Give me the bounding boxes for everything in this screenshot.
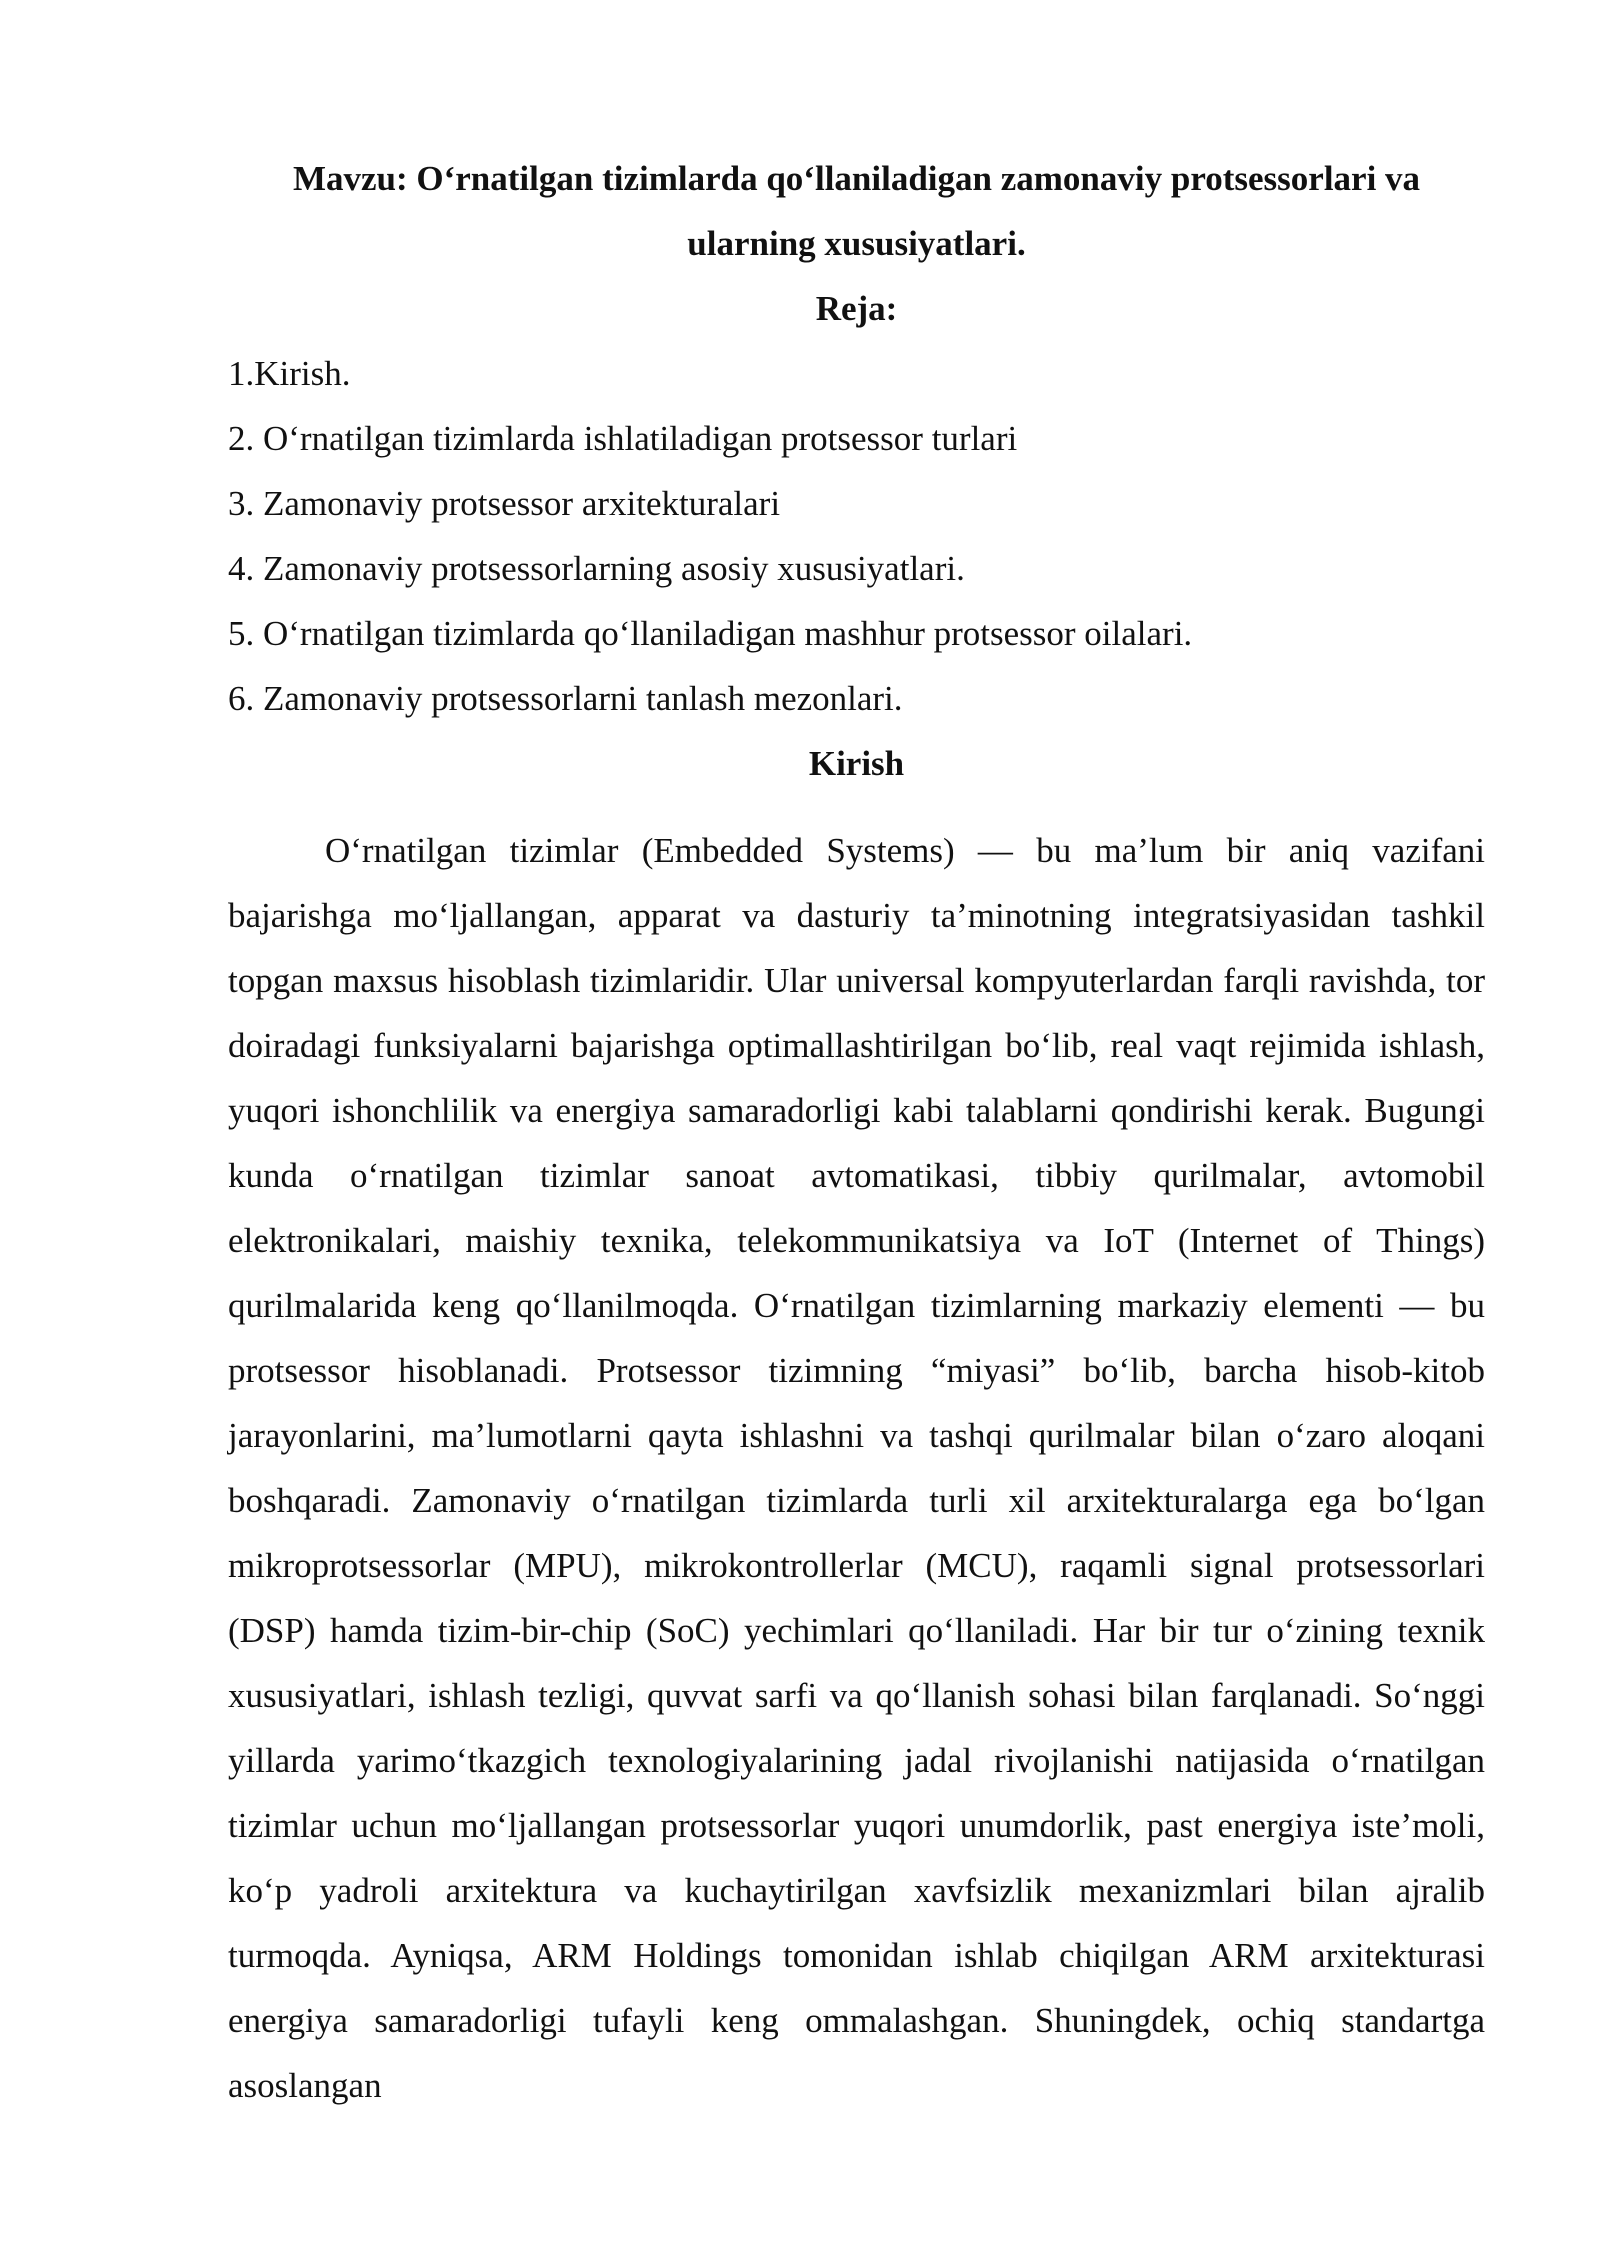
title-line-1: Mavzu: O‘rnatilgan tizimlarda qo‘llaniladigan zamonaviy protsessorlari va: [292, 159, 1421, 198]
plan-item-4: 4. Zamonaviy protsessorlarning asosiy xususiyatlari.: [228, 549, 965, 588]
title-line-2: ularning xususiyatlari.: [687, 224, 1026, 263]
plan-item-1: 1.Kirish.: [228, 354, 351, 393]
plan-item-6: 6. Zamonaviy protsessorlarni tanlash mezonlari.: [228, 679, 903, 718]
document-title: [228, 146, 1485, 276]
section-heading-kirish: Kirish: [808, 744, 905, 783]
plan-item-5: 5. O‘rnatilgan tizimlarda qo‘llaniladigan mashhur protsessor oilalari.: [228, 614, 1193, 653]
plan-list: [228, 341, 1485, 731]
plan-item-3: 3. Zamonaviy protsessor arxitekturalari: [228, 484, 781, 523]
document-page: [228, 146, 1485, 2118]
plan-heading: Reja:: [815, 289, 898, 328]
intro-paragraph: O‘rnatilgan tizimlar (Embedded Systems) — bu ma’lum bir aniq vazifani bajarishga mo‘ljallangan, apparat va dasturiy ta’minotning integratsiyasidan tashkil topgan maxsus hisoblash tizimlaridir. Ular universal kompyuterlardan farqli ravishda, tor doiradagi funksiyalarni bajarishga optimallashtirilgan bo‘lib, real vaqt rejimida ishlash, yuqori ishonchlilik va energiya samaradorligi kabi talablarni qondirishi kerak. Bugungi kunda o‘rnatilgan tizimlar sanoat avtomatikasi, tibbiy qurilmalar, avtomobil elektronikalari, maishiy texnika, telekommunikatsiya va IoT (Internet of Things) qurilmalarida keng qo‘llanilmoqda. O‘rnatilgan tizimlarning markaziy elementi — bu protsessor hisoblanadi. Protsessor tizimning “miyasi” bo‘lib, barcha hisob-kitob jarayonlarini, ma’lumotlarni qayta ishlashni va tashqi qurilmalar bilan o‘zaro aloqani boshqaradi. Zamonaviy o‘rnatilgan tizimlarda turli xil arxitekturalarga ega bo‘lgan mikroprotsessorlar (MPU), mikrokontrollerlar (MCU), raqamli signal protsessorlari (DSP) hamda tizim-bir-chip (SoC) yechimlari qo‘llaniladi. Har bir tur o‘zining texnik xususiyatlari, ishlash tezligi, quvvat sarfi va qo‘llanish sohasi bilan farqlanadi. So‘nggi yillarda yarimo‘tkazgich texnologiyalarining jadal rivojlanishi natijasida o‘rnatilgan tizimlar uchun mo‘ljallangan protsessorlar yuqori unumdorlik, past energiya iste’moli, ko‘p yadroli arxitektura va kuchaytirilgan xavfsizlik mexanizmlari bilan ajralib turmoqda. Ayniqsa, ARM Holdings tomonidan ishlab chiqilgan ARM arxitekturasi energiya samaradorligi tufayli keng ommalashgan. Shuningdek, ochiq standartga asoslangan: [228, 831, 1485, 2105]
plan-item-2: 2. O‘rnatilgan tizimlarda ishlatiladigan protsessor turlari: [228, 419, 1018, 458]
